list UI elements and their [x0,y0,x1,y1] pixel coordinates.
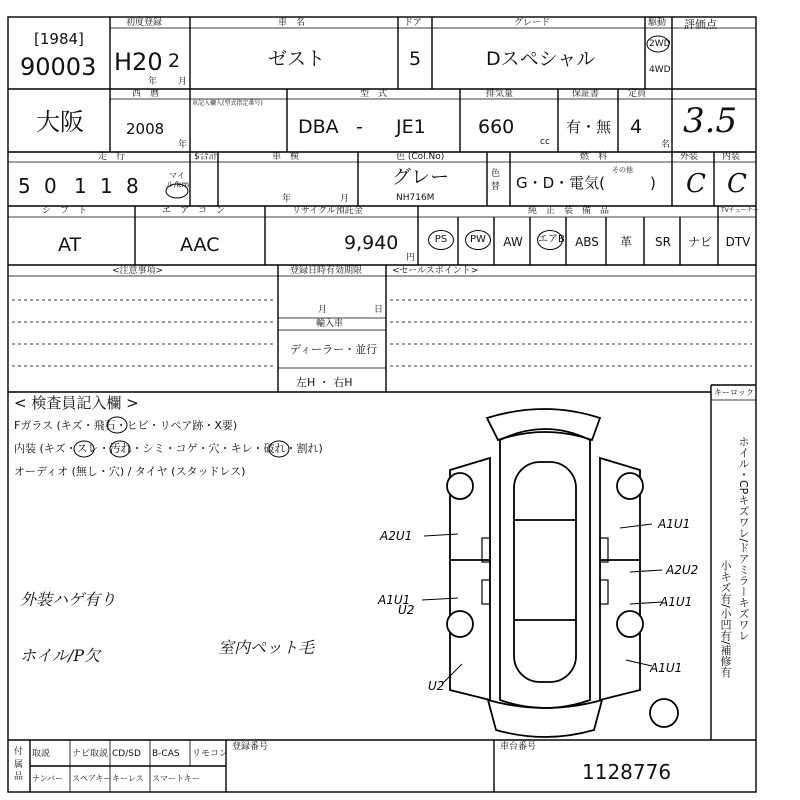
inspection-month-unit: 月 [340,194,350,204]
car-name-label: 車 名 [278,18,306,28]
damage-mark: U2 [428,679,445,693]
color-code: NH716M [396,193,435,203]
side-note-2: 小キズ有/小凹有/補修有 [719,560,732,678]
color-label: 色 (Col.No) [396,152,445,162]
model-code: JE1 [396,116,426,138]
door-label: ドア [404,18,422,28]
capacity-unit: 名 [661,140,671,150]
chassis-number: 1128776 [582,760,672,784]
damage-mark: A1U1 [660,595,693,609]
color: グレー [392,166,450,188]
western-label: 西 暦 [132,89,160,99]
damage-mark: A2U1 [380,529,413,543]
inspector-line-3: オーディオ (無し・穴) / タイヤ (スタッドレス) [14,465,246,478]
score: 3.5 [683,101,738,141]
equipment-item: PW [465,230,491,250]
capacity: 4 [630,116,643,138]
attached-label: 付属品 [14,747,24,783]
warranty-label: 保証書 [572,89,600,99]
equipment-item: ナビ [687,235,712,249]
keylock-label: キーロック [714,388,754,397]
ac-label: エ ア コ ン [162,206,226,216]
equipment-item: AW [503,235,523,249]
shift-label: シ フ ト [42,206,88,216]
score-label: 評価点 [684,18,717,31]
displacement-label: 排気量 [486,89,514,99]
inspector-line-2: 内装 (キズ・スレ・汚れ・シミ・コゲ・穴・キレ・破れ・割れ) [14,442,323,455]
color-change: 色替 [491,169,501,192]
damage-mark: A2U2 [666,563,699,577]
caution-label: <注意事項> [112,266,164,276]
drive-label: 駆動 [648,18,667,28]
footer-item: キーレス [112,774,144,783]
equipment-item: SR [655,235,671,249]
footer-item: リモコン [192,749,229,759]
reg-number-label: 登録番号 [232,742,269,752]
mileage-digit: 5 [18,174,31,198]
steering: 左H ・ 右H [296,376,353,389]
equipment-item: DTV [725,235,751,249]
grade-label: グレード [514,18,551,28]
damage-mark: A1U1 [650,661,683,675]
mileage-label: 走 行 [98,152,126,162]
mileage-digit: 8 [126,174,139,198]
model-dash: - [356,116,363,138]
damage-mark: U2 [398,603,415,617]
chassis-label: 車台番号 [500,742,537,752]
inspector-line-1: Fガラス (キズ・飛石・ヒビ・リペア跡・X要) [14,419,238,432]
footer-item: スマートキー [152,774,200,783]
tuner-label: TVチューナー [721,207,759,214]
equipment-label: 純 正 装 備 品 [528,206,610,216]
exterior-label: 外装 [680,152,699,162]
footer-item: CD/SD [112,749,141,759]
hand-note-2: ホイル/P欠 [20,646,101,665]
model-prefix: DBA [298,116,339,138]
exterior-grade: C [686,169,706,199]
sales-label: <セールスポイント> [392,266,479,276]
first-reg-year-unit: 年 [148,77,158,87]
recycle-label: リサイクル預託金 [292,206,363,216]
footer-item: B-CAS [152,749,180,759]
first-reg-label: 初度登録 [126,18,163,28]
interior-label: 内装 [722,152,741,162]
yen-unit: 円 [406,253,416,263]
total-label: $合計 [194,152,218,162]
displacement: 660 [478,116,515,138]
reg-deadline-label: 登録日時有効期限 [290,266,363,276]
capacity-label: 定員 [628,89,647,99]
inspection-label: 車 検 [272,152,300,162]
first-reg-month: 2 [168,50,181,72]
footer-item: ナビ取説 [72,749,109,759]
interior-grade: C [727,169,747,199]
western-year-unit: 年 [178,140,188,150]
shift: AT [58,234,82,256]
fuel-label: 燃 料 [580,152,608,162]
ac: AAC [180,234,220,256]
displacement-unit: cc [540,137,550,147]
import-label: 輸入車 [316,319,344,329]
fuel-value: G・D・電気( ) [516,174,656,192]
equipment-item: PS [428,230,454,250]
footer-item: ナンバー [32,774,64,783]
fuel-other: その他 [612,166,633,174]
model-label: 型 式 [360,89,388,99]
lot-number: 90003 [20,53,97,81]
grade: Dスペシャル [486,48,596,70]
equipment-item: ABS [575,235,599,249]
recycle-amount: 9,940 [344,232,399,254]
mileage-digit: 1 [100,174,113,198]
door-count: 5 [409,48,422,70]
damage-mark: A1U1 [378,593,411,607]
inspector-title: < 検査員記入欄 > [14,394,139,412]
car-name: ゼスト [268,48,326,70]
mile-km-unit: マイル/km [166,171,190,189]
inspection-year-unit: 年 [282,194,292,204]
reg-month-unit: 月 [318,305,328,315]
import-value: ディーラー・並行 [290,343,378,356]
reg-day-unit: 日 [374,305,384,315]
equipment-item: エアB [537,230,563,250]
footer-item: 取説 [32,749,51,759]
drive-4wd: 4WD [649,65,671,75]
side-note-1: ホイル・CPキズワレ/ドアミラーキズワレ [737,436,750,642]
western-year: 2008 [126,120,165,138]
mileage-digit: 1 [74,174,87,198]
region: 大阪 [36,108,84,136]
first-reg-era: H20 [114,48,163,76]
footer-item: スペアキー [72,774,112,783]
year-code: [1984] [34,30,84,48]
model-small-note: 車記入欄入(型式指定番号) [192,100,263,107]
warranty-value: 有・無 [566,118,612,136]
damage-mark: A1U1 [658,517,691,531]
equipment-item: 革 [619,235,632,249]
hand-note-1: 外装ハゲ有り [20,590,117,609]
drive-2wd: 2WD [649,39,671,49]
hand-note-3: 室内ペット毛 [218,638,315,657]
first-reg-month-unit: 月 [178,77,188,87]
mileage-digit: 0 [44,174,57,198]
